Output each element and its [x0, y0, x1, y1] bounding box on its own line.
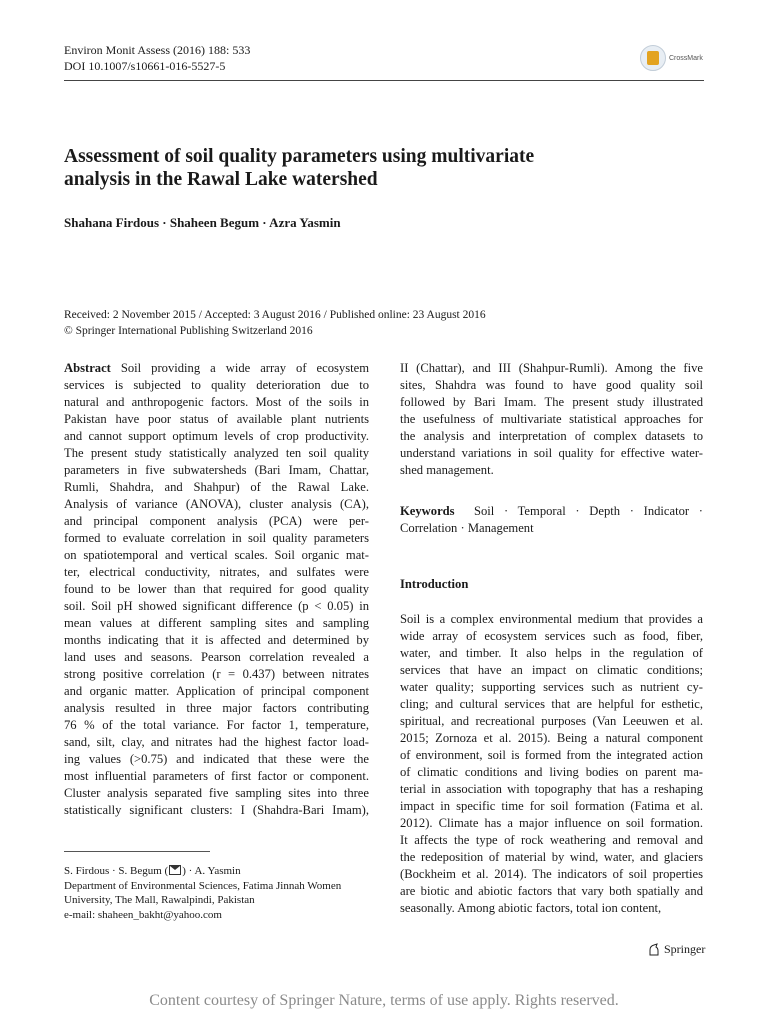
text-line: services is subjected to quality deterioration due to [64, 378, 369, 392]
text-line: Rumli, Shahdra, and Shahpur) of the Rawal Lake. [64, 480, 369, 494]
text-line: the usefulness of multivariate statistical approaches for [400, 412, 703, 426]
title-line: analysis in the Rawal Lake watershed [64, 169, 378, 190]
text-line: Pakistan have poor status of available plant nutrients [64, 412, 369, 426]
text-line: Soil is a complex environmental medium that provides a [400, 612, 703, 626]
text-line: II (Chattar), and III (Shahpur-Rumli). Among the five [400, 361, 703, 375]
text-line: formed to evaluate correlation in soil quality parameters [64, 531, 369, 545]
text-run: Soil providing a wide array of ecosystem [120, 361, 369, 375]
springer-logo [648, 942, 705, 957]
publication-dates [64, 307, 704, 339]
crossmark-badge[interactable] [640, 44, 706, 72]
text-line: Analysis of variance (ANOVA), cluster analysis (CA), [64, 497, 369, 511]
springer-horse-icon [648, 943, 660, 957]
keywords-list: Correlation · Management [400, 521, 534, 535]
abstract-label: Abstract [64, 361, 111, 375]
introduction-body [400, 611, 703, 917]
text-line: understand variations in soil quality for effective water- [400, 446, 703, 460]
text-line: and cannot support optimum levels of crop productivity. [64, 429, 369, 443]
crossmark-icon [640, 45, 666, 71]
text-line: impact in specific time for soil formation (Fatima et al. [400, 799, 703, 813]
text-line: (Bockheim et al. 2014). The indicators of soil properties [400, 867, 703, 881]
header-rule [64, 80, 704, 81]
text-line: the analysis and interpretation of complex datasets to [400, 429, 703, 443]
text-line: natural and anthropogenic factors. Most of the soils in [64, 395, 369, 409]
text-line: sand, silt, clay, and nitrates had the highest factor load- [64, 735, 369, 749]
text-line: mean values at different sampling sites and sampling [64, 616, 369, 630]
text-line: of climatic conditions and living bodies on parent ma- [400, 765, 703, 779]
text-line: cling; and cultural services that are helpful for esthetic, [400, 697, 703, 711]
text-line: wide array of ecosystem services such as food, fiber, [400, 629, 703, 643]
springer-name: Springer [664, 942, 706, 956]
text-line: terial in association with topography that has a reshaping [400, 782, 703, 796]
text-line: sites, Shahdra was found to have good quality soil [400, 378, 703, 392]
abstract-continued [400, 360, 703, 479]
text-line: 2015; Zornoza et al. 2015). Being a natural component [400, 731, 703, 745]
courtesy-notice: Content courtesy of Springer Nature, terms of use apply. Rights reserved. [149, 992, 619, 1009]
envelope-icon [169, 865, 181, 875]
copyright-line: © Springer International Publishing Switzerland 2016 [64, 325, 313, 337]
text-line: 2012). Climate has a major influence on soil formation. [400, 816, 703, 830]
affil-address: University, The Mall, Rawalpindi, Pakistan [64, 894, 255, 906]
affil-authors: S. Firdous · S. Begum ( [64, 865, 169, 877]
text-line: 76 % of the total variance. For factor 1, temperature, [64, 718, 369, 732]
text-line: seasonally. Among abiotic factors, total ion content, [400, 901, 662, 915]
text-line [64, 360, 369, 377]
text-line: on spatiotemporal and vertical scales. Soil organic mat- [64, 548, 369, 562]
introduction-heading: Introduction [400, 577, 469, 591]
history-dates: Received: 2 November 2015 / Accepted: 3 August 2016 / Published online: 23 August 2016 [64, 309, 486, 321]
text-line: It affects the type of rock weathering and removal and [400, 833, 703, 847]
text-line: shed management. [400, 463, 494, 477]
text-line: water quality; supporting services such as nutrient cy- [400, 680, 703, 694]
abstract-section [64, 360, 369, 819]
text-line: ing values (>0.75) and indicated that these were the [64, 752, 369, 766]
author-affiliation [64, 864, 374, 922]
text-line: The present study statistically analyzed ten soil quality [64, 446, 369, 460]
author-email[interactable]: e-mail: shaheen_bakht@yahoo.com [64, 908, 222, 921]
footnote-rule [64, 851, 210, 852]
text-line: analysis resulted in three major factors contributing [64, 701, 369, 715]
text-line: statistically significant clusters: I (Shahdra-Bari Imam), [64, 803, 369, 817]
text-line: and principal component analysis (PCA) were per- [64, 514, 369, 528]
article-title [64, 145, 664, 191]
affil-department: Department of Environmental Sciences, Fatima Jinnah Women [64, 879, 342, 892]
text-line: of environment, soil is formed from the integrated action [400, 748, 703, 762]
text-line: soil. Soil pH showed significant difference (p < 0.05) in [64, 599, 369, 613]
crossmark-label: CrossMark [669, 54, 703, 62]
keywords-label: Keywords [400, 504, 455, 518]
text-line: found to be lower than that required for good quality [64, 582, 369, 596]
text-line: ter, electrical conductivity, nitrates, and sulfates were [64, 565, 369, 579]
text-line: services that have an impact on climatic conditions; [400, 663, 703, 677]
text-line: land uses and seasons. Pearson correlation revealed a [64, 650, 369, 664]
author-list: Shahana Firdous · Shaheen Begum · Azra Yasmin [64, 215, 341, 230]
text-line: parameters in five subwatersheds (Bari Imam, Chattar, [64, 463, 369, 477]
title-line: Assessment of soil quality parameters using multivariate [64, 146, 535, 167]
text-line: the redeposition of material by wind, water, and glaciers [400, 850, 703, 864]
journal-name: Environ Monit Assess (2016) 188: 533 [64, 43, 251, 57]
keywords-section [400, 503, 703, 537]
text-line: water, and timber. It also helps in the regulation of [400, 646, 703, 660]
text-line: spiritual, and recreational purposes (Van Leeuwen et al. [400, 714, 703, 728]
text-line: are biotic and abiotic factors that vary both spatially and [400, 884, 703, 898]
text-line: strong positive correlation (r = 0.437) between nitrates [64, 667, 369, 681]
keywords-list: Soil · Temporal · Depth · Indicator · [473, 504, 703, 518]
text-line: Cluster analysis separated five sampling sites into three [64, 786, 369, 800]
text-line: and organic matter. Application of principal component [64, 684, 369, 698]
text-line: followed by Bari Imam. The present study illustrated [400, 395, 703, 409]
affil-authors-rest: ) · A. Yasmin [182, 865, 241, 877]
journal-citation [64, 42, 250, 74]
text-line: most influential parameters of first factor or component. [64, 769, 369, 783]
doi[interactable]: DOI 10.1007/s10661-016-5527-5 [64, 59, 226, 73]
text-line: months indicating that it is affected and determined by [64, 633, 369, 647]
